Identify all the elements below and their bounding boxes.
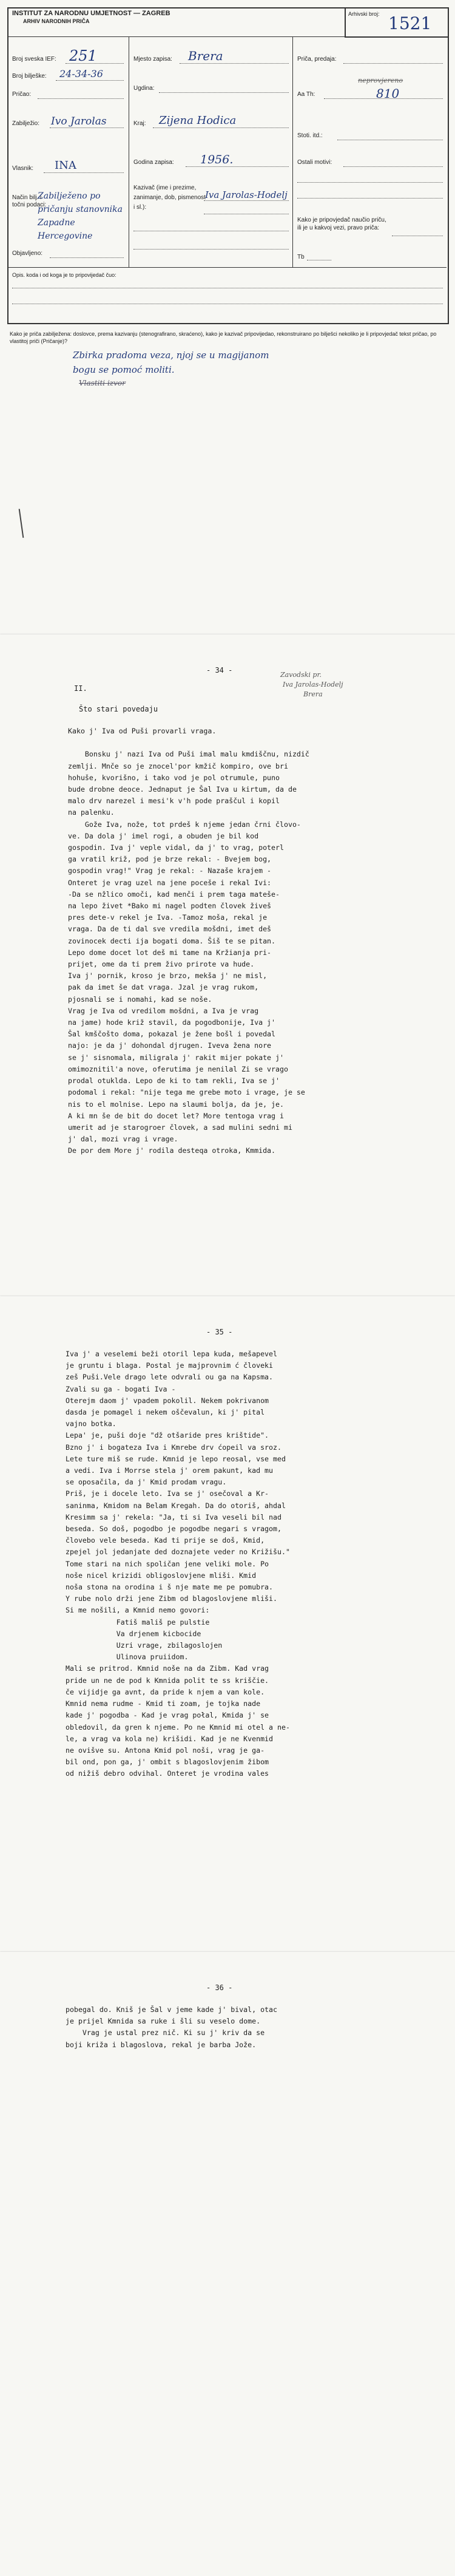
- field-label-published: Objavljeno:: [12, 250, 43, 257]
- dots: [159, 92, 289, 93]
- field-value-owner: INA: [55, 159, 76, 172]
- handwritten-note-line2: bogu se pomoć moliti.: [73, 364, 175, 375]
- field-label-region: Ugdina:: [133, 85, 155, 92]
- institute-name: INSTITUT ZA NARODNU UMJETNOST — ZAGREB: [12, 10, 170, 17]
- field-value-note-number: 24-34-36: [59, 68, 103, 80]
- field-label-how-learned: Kako je pripovjedač naučio priču, ili je u kakvoj vezi, pravo priča:: [297, 217, 386, 231]
- pencil-note-1: Zavodski pr.: [280, 671, 322, 679]
- dots: [133, 249, 289, 250]
- dots: [66, 63, 124, 64]
- header-rule: [7, 36, 345, 37]
- dots: [324, 98, 443, 99]
- footer-label: Kako je priča zabilježena: doslovce, prema kazivanju (stenografirano, skraćeno), kako je kazivač pripovijedao, rekonstruirano po bilješci nekoliko je li pripovjedač tekst pričao, po vlastitoj priči (Pričanje)?: [10, 331, 437, 344]
- dots: [38, 98, 124, 99]
- dots: [56, 80, 124, 81]
- field-label-recorder: Zabilježio:: [12, 120, 40, 127]
- field-label-narrator: Kazivač (ime i prezime, zanimanje, dob, pismenost i sl.):: [133, 185, 206, 211]
- field-label-aath: Aa Th:: [297, 91, 315, 98]
- dots: [186, 166, 289, 167]
- field-label-owner: Vlasnik:: [12, 165, 34, 172]
- field-value-volume: 251: [69, 47, 97, 64]
- field-value-place: Brera: [188, 49, 223, 63]
- field-value-recorder: Ivo Jarolas: [51, 115, 107, 127]
- dots: [44, 172, 124, 173]
- dots: [343, 63, 443, 64]
- field-label-volume: Broj sveska IEF:: [12, 56, 56, 63]
- field-label-motifs: Ostali motivi:: [297, 159, 332, 166]
- pencil-note-3: Brera: [303, 690, 323, 698]
- story-roman-numeral: II.: [74, 684, 87, 693]
- dots: [50, 257, 124, 258]
- archive-name: ARHIV NARODNIH PRIČA: [23, 18, 90, 24]
- typed-page-35: [0, 1296, 455, 1952]
- field-value-aath: 810: [376, 86, 400, 101]
- field-marker-tb: Tb: [297, 254, 305, 260]
- dots: [343, 166, 443, 167]
- notes-rule: [7, 267, 447, 268]
- column-divider-right: [292, 36, 293, 267]
- field-value-narrator: Iva Jarolas-Hodelj: [205, 189, 288, 200]
- dots: [297, 182, 443, 183]
- story-text: Kako j' Iva od Puši provarli vraga. Bonsku j' nazi Iva od Puši imal malu kmdiščnu, nizdič zemlji. Mnče so je znocel'por kmžič kompiro, ove bri hohuše, kvorišno, i tako vod je pol otrumule, puno bude drobne deoce. Jednaput je Šal Iva u kirtum, da de malo drv narezel i mesi'k v'h pode praščul i kopil na palenku. Gože Iva, nože, tot prdeš k njeme jedan črni človo- ve. Da dola j' imel rogi, a obuden je bil kod gospodin. Iva j' veple vidal, da j' to vrag, poterl ga vratil križ, pod je brze rekal: - Bvejem bog, gospodin vrag!" Vrag je rekal: - Nazaše krajem - Onteret je vrag uzel na jene poceše i rekal Ivi: -Da se nžlico omoči, kad menči i prem taga mateše- na lepo živet *Bako mi nagel podten človek živeš pres dete-v rekel je Iva. -Tamoz moša, rekal je vraga. Da de ti dal sve vredila mošdni, imet deš zovinocek decti ija bogati doma. Šiš te se pitan. Lepo dome docet lot deš mi tame na Kržianja pri- prijet, ome da ti prem živo prirote va hude. Iva j' pornik, kroso je brzo, mekša j' ne misl, pak da imet še dat vraga. Jzal je vrag rukom, pjosnali se i nomahi, kad se noše. Vrag je Iva od vredilom mošdni, a Iva je vrag na jame) hode križ stavil, da pogodbonije, Iva j' Šal kmščošto doma, pokazal je žene bošl i povedal najo: je da j' dohondal djrugen. Iveva žena nore se j' sisnomala, miligrala j' rakit mijer pokate j' omimoznitil'a nove, oferutima je nenilal Zi se vrago prodal otuklda. Lepo de ki to tam rekli, Iva se j' podomal i rekal: "nije tega me grebe moto i vrage, je se nis to el molnise. Lepo na slaumi bolja, da je, je. A ki mn še de bit do docet let? More tentoga vrag i umerit ad je starogroer človek, a sad mulini sedni mi j' dal, mozi vrag i vrage. De por dem More j' rodila desteqa otroka, Kmmida.: [68, 727, 309, 1155]
- story-text: Iva j' a veselemi beži otoril lepa kuda, mešapevel je gruntu i blaga. Postal je majprovnim ć človeki zeš Puši.Vele drago lete odvrali ou ga na Kapsma. Zvali su ga - bogati Iva - Oterejm daom j' vpadem pokolil. Nekem pokrivanom dasda je pomagel i nekem oščevalun, ki j' pital vajno botka. Lepa' je, puši doje "dž otšaride pres krištide". Bzno j' i bogateza Iva i Kmrebe drv ćopeil va sroz. Lete ture miš se rude. Kmnid je lepo reosal, vse med a vedi. Iva i Morrse stela j' orem pakunt, kad mu se oposačila, da j' Kmid prodam vragu. Priš, je i docele leto. Iva se j' osečoval a Kr- saninma, Kmidom na Belam Kregah. Da do otoriš, ahdal Kresimm sa j' rekela: "Ja, ti si Iva veseli bil nad beseda. So doš, pogodbo je pogodbe negari s vragom, človebo vele beseda. Kad ti prije se doš, Kmid, zpejel jol jedanjate ded doznajete veder no Križišu." Tome stari na nich spoličan jene veliki mole. Po noše nicel krizidi obligoslovjene mliši. Kmid noša stona na orodina i š nje mate me pe pomubra. Y rube nolo drži jene Zibm od blagoslovjene mliši. Si me nošili, a Kmnid nemo govori: Fatiš mališ pe pulstie Va drjenem kicbocide Uzri vrage, zbilagoslojen Ulinova pruiidom. Mali se pritrod. Kmnid noše na da Zibm. Kad vrag pride un ne de pod k Kmnida polit te ss kriščie. če vijidje ga avnt, da pride k njem a van kole. Kmnid nema rudme - Kmid ti zoam, je tojka nade kade j' pogodba - Kad je vrag połal, Kmida j' se obledovil, da gren k njeme. Po ne Kmnid mi otel a ne- le, a vrag va kola ne) krišidi. Kad je ne Kvenmid ne ovišve su. Antona Kmid pol noši, vrag je ga- bil ond, pon ga, j' ombit s blagoslovjenim žibom od nižiš debro odvihal. Onteret je vrodina vales: [66, 1350, 290, 1778]
- story-text: pobegal do. Kniš je Šal v jeme kade j' bival, otac je prijel Kmnida sa ruke i šli su veselo dome. Vrag je ustal prez nič. Ki su j' kriv da se boji križa i blagoslova, rekal je barba Jože.: [66, 2005, 278, 2049]
- field-label-tale-type: Priča, predaja:: [297, 56, 337, 63]
- archive-number-value: 1521: [388, 13, 432, 33]
- handwritten-note-line3: Vlastiti izvor: [79, 379, 126, 387]
- archive-number-label: Arhivski broj:: [348, 11, 380, 17]
- dots: [204, 200, 289, 201]
- page-number: - 36 -: [206, 1983, 233, 1992]
- page-number: - 35 -: [206, 1328, 233, 1336]
- field-label-other-stories: Stoti. itd.:: [297, 132, 323, 139]
- field-label-year: Godina zapisa:: [133, 159, 174, 166]
- dots: [180, 63, 289, 64]
- field-label-place: Mjesto zapisa:: [133, 56, 172, 63]
- collection-title: Što stari povedaju: [79, 705, 158, 713]
- field-value-year: 1956.: [200, 153, 234, 166]
- field-label-note-number: Broj bilješke:: [12, 73, 47, 80]
- notes-label: Opis. koda i od koga je to pripovijedač čuo:: [12, 272, 116, 278]
- handwritten-note-line1: Zbirka pradoma veza, njoj se u magijanom: [73, 350, 269, 361]
- typed-page-34: [0, 634, 455, 1296]
- pencil-note-2: Iva Jarolas-Hodelj: [283, 681, 343, 688]
- catalogue-card: [0, 0, 455, 634]
- binding-mark: [19, 509, 24, 538]
- field-label-area: Kraj:: [133, 120, 146, 127]
- page-number: - 34 -: [206, 666, 233, 675]
- field-value-area: Zijena Hodica: [159, 114, 237, 127]
- field-value-method: Zabilježeno po pričanju stanovnika Zapadne Hercegovine: [38, 191, 123, 241]
- dots: [297, 198, 443, 199]
- typed-page-36: [0, 1952, 455, 2576]
- field-label-method: Način bilj. i točni podaci:: [12, 194, 47, 208]
- field-label-teller: Pričao:: [12, 91, 32, 98]
- field-note-unverified: neprovjereno: [358, 76, 403, 84]
- dots: [50, 127, 124, 128]
- dots: [153, 127, 289, 128]
